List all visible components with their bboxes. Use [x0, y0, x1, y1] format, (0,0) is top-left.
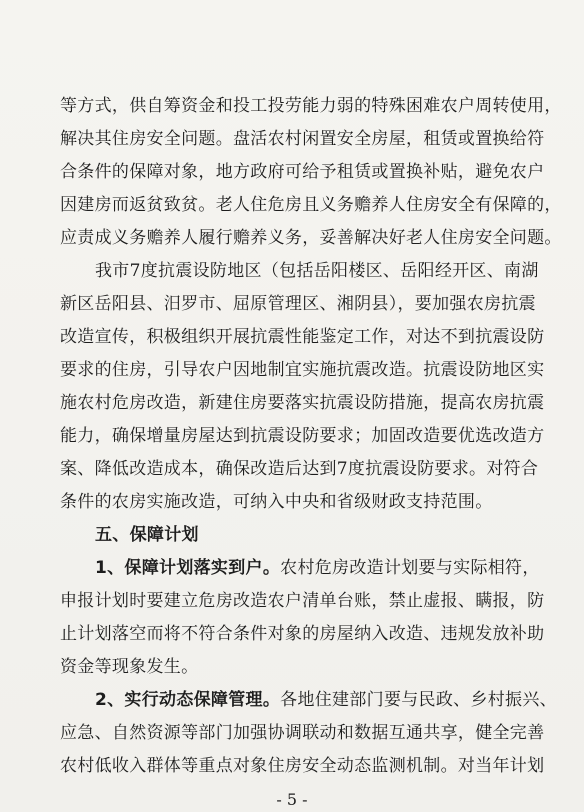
item-first-line — [95, 557, 540, 579]
item-text: 农村危房改造计划要与实际相符， — [280, 558, 540, 578]
body-line: 资金等现象发生。 — [60, 657, 199, 677]
body-line: 应急、自然资源等部门加强协调联动和数据互通共享，健全完善 — [60, 723, 545, 743]
body-line: 改造宣传，积极组织开展抗震性能鉴定工作，对达不到抗震设防 — [60, 327, 545, 347]
body-line: 新区岳阳县、汨罗市、屈原管理区、湘阴县），要加强农房抗震 — [60, 294, 536, 314]
body-line: 止计划落空而将不符合条件对象的房屋纳入改造、违规发放补助 — [60, 624, 545, 644]
body-line: 施农村危房改造，新建住房要落实抗震设防措施，提高农房抗震 — [60, 393, 545, 413]
body-line: 能力，确保增量房屋达到抗震设防要求；加固改造要优选改造方 — [60, 426, 545, 446]
body-line: 等方式，供自筹资金和投工投劳能力弱的特殊困难农户周转使用， — [60, 96, 562, 116]
body-line: 应责成义务赡养人履行赡养义务，妥善解决好老人住房安全问题。 — [60, 228, 562, 248]
item-heading: 2、实行动态保障管理。 — [95, 690, 281, 710]
body-line: 解决其住房安全问题。盘活农村闲置安全房屋，租赁或置换给符 — [60, 129, 545, 149]
body-line: 合条件的保障对象，地方政府可给予租赁或置换补贴，避免农户 — [60, 162, 545, 182]
item-text: 各地住建部门要与民政、乡村振兴、 — [280, 690, 557, 710]
item-heading: 1、保障计划落实到户。 — [95, 558, 281, 578]
body-line: 条件的农房实施改造，可纳入中央和省级财政支持范围。 — [60, 492, 493, 512]
body-line: 农村低收入群体等重点对象住房安全动态监测机制。对当年计划 — [60, 756, 545, 776]
body-line: 申报计划时要建立危房改造农户清单台账，禁止虚报、瞒报，防 — [60, 591, 545, 611]
body-line: 因建房而返贫致贫。老人住危房且义务赡养人住房安全有保障的， — [60, 195, 562, 215]
item-first-line — [95, 689, 557, 711]
section-heading: 五、保障计划 — [95, 525, 199, 545]
body-line: 要求的住房，引导农户因地制宜实施抗震改造。抗震设防地区实 — [60, 360, 545, 380]
body-line: 案、降低改造成本，确保改造后达到7度抗震设防要求。对符合 — [60, 459, 539, 479]
body-line: 我市7度抗震设防地区（包括岳阳楼区、岳阳经开区、南湖 — [95, 261, 539, 281]
page-number: - 5 - — [276, 790, 308, 809]
